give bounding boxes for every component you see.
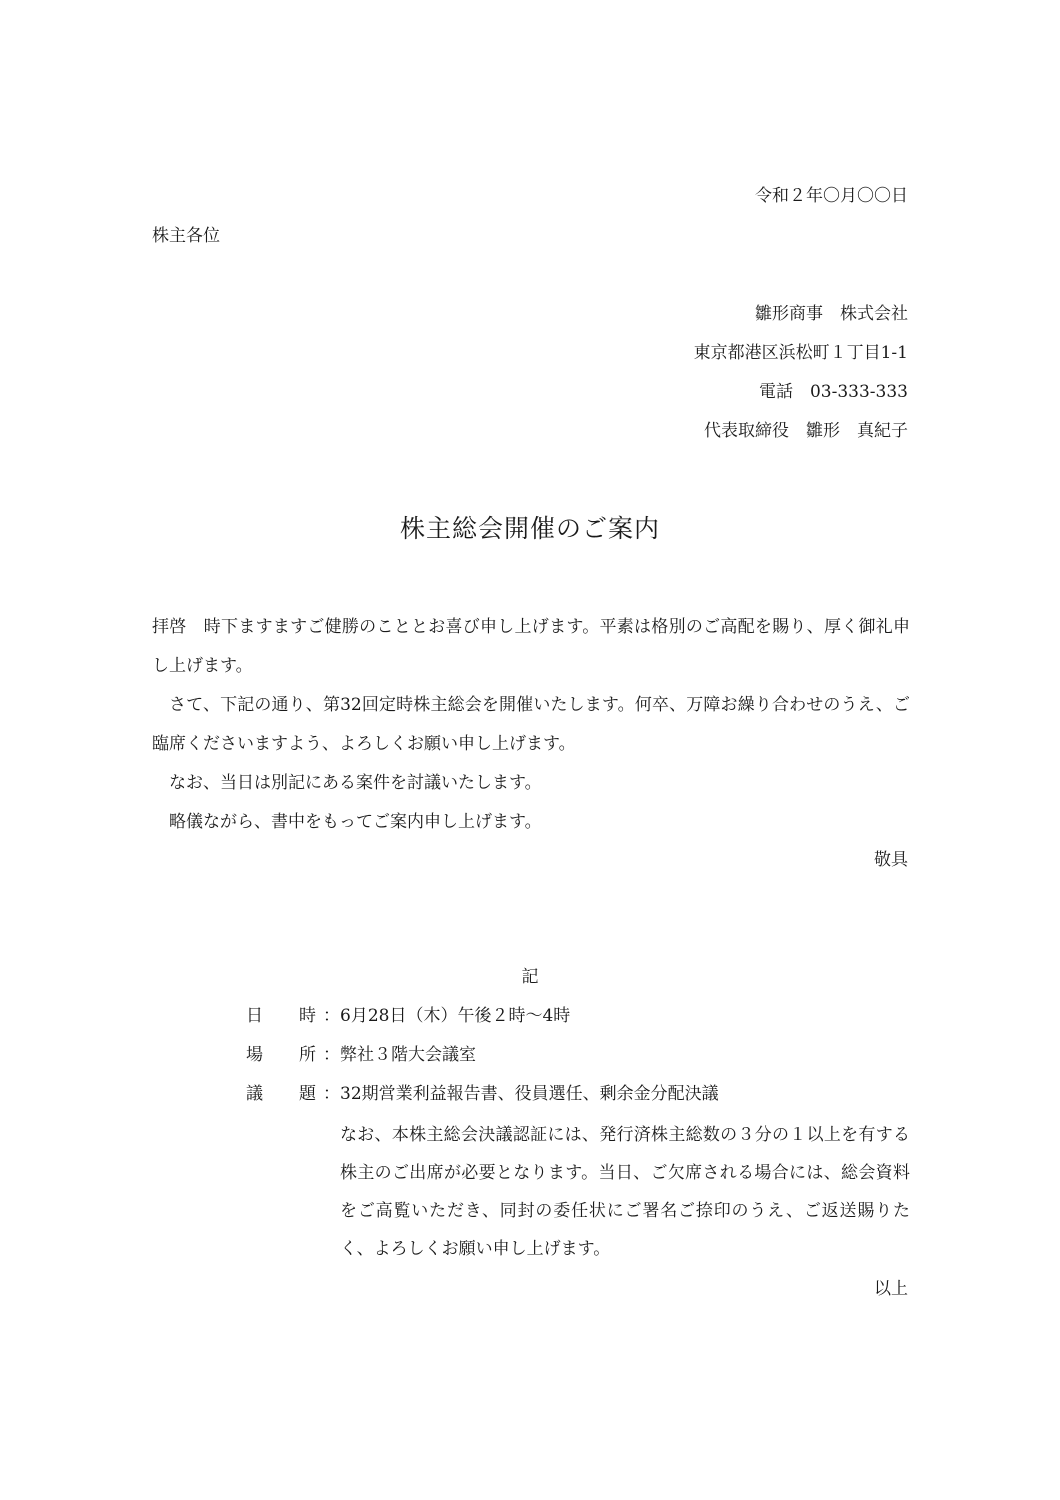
document-title: 株主総会開催のご案内 [399,514,660,543]
item-label-datetime [246,1004,316,1028]
item-label-char: 所 [299,1045,316,1065]
item-label-agenda [246,1082,316,1106]
item-label-char: 時 [299,1006,316,1026]
sender-company: 雛形商事 株式会社 [755,304,908,324]
body-paragraph-3: なお、当日は別記にある案件を討議いたします。 [169,773,542,793]
item-value-place: ：弊社３階大会議室 [323,1045,476,1065]
agenda-note: なお、本株主総会決議認証には、発行済株主総数の３分の１以上を有する株主のご出席が必要となります。当日、ご欠席される場合には、総会資料をご高覧いただき、同封の委任状にご署名ご捺印のうえ、ご返送賜りたく、よろしくお願い申し上げます。 [340,1125,910,1259]
sender-phone: 電話 03-333-333 [758,382,908,402]
item-label-char: 議 [246,1084,263,1104]
item-label-char: 場 [246,1045,263,1065]
body-paragraph-4: 略儀ながら、書中をもってご案内申し上げます。 [169,812,542,832]
item-label-place [246,1043,316,1067]
sender-address: 東京都港区浜松町１丁目1-1 [693,343,908,363]
ki-heading: 記 [521,967,539,987]
document-date: 令和２年〇月〇〇日 [755,186,908,206]
closing-ijou: 以上 [874,1279,908,1299]
sender-representative: 代表取締役 雛形 真紀子 [704,421,908,441]
item-value-agenda: ：32期営業利益報告書、役員選任、剰余金分配決議 [323,1084,719,1104]
body-paragraph-1: 拝啓 時下ますますご健勝のこととお喜び申し上げます。平素は格別のご高配を賜り、厚く御礼申し上げます。 [152,617,910,676]
body-paragraph-2: さて、下記の通り、第32回定時株主総会を開催いたします。何卒、万障お繰り合わせのうえ、ご臨席くださいますよう、よろしくお願い申し上げます。 [152,695,910,754]
recipient: 株主各位 [152,226,220,246]
item-label-char: 日 [246,1006,263,1026]
closing-keigu: 敬具 [874,850,908,870]
item-value-datetime: ：6月28日（木）午後２時～4時 [323,1006,571,1026]
item-label-char: 題 [299,1084,316,1104]
